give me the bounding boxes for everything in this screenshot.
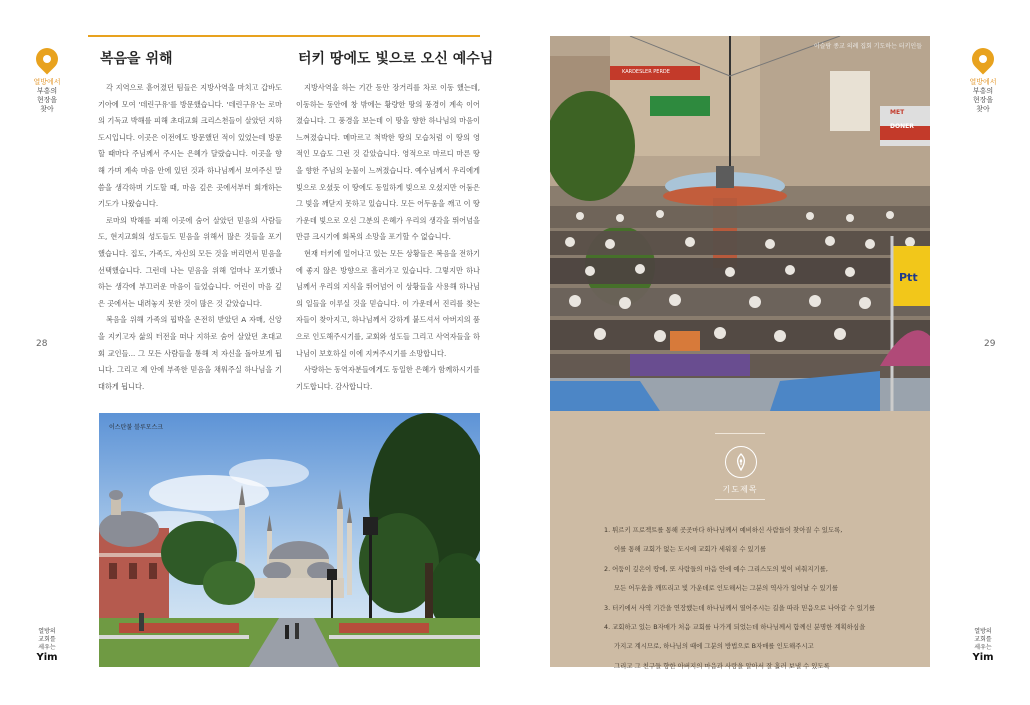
- shop-sign: MET: [890, 109, 905, 116]
- shop-sign: DONER: [890, 123, 914, 130]
- pen-nib-icon: [725, 446, 757, 478]
- side-tab-label: 열방에서 부흥의 현장을 찾아: [969, 78, 997, 113]
- prayer-item: 1. 튀르키 프로젝트를 통해 곳곳마다 하나님께서 예비하신 사람들이 찾아질 수 있도록,: [604, 526, 843, 534]
- page-number-right: 29: [984, 339, 996, 349]
- prayer-list: [604, 521, 924, 676]
- mosque-photo-caption: 이스탄불 블루모스크: [109, 424, 164, 431]
- paragraph: 각 지역으로 흩어졌던 팀들은 지방사역을 마치고 갑바도기아에 모여 '데린구유'를 방문했습니다. '데린구유'는 로마의 기독교 박해를 피해 초대교회 크리스천들이 살았던 지하도시입니다. 이곳은 이전에도 방문했던 적이 있었는데 방문할 때마다 주님께서 주시는 은혜가 달랐습니다. 이곳을 향해 가며 계속 마음 안에 있던 것과 하나님께서 보여주신 말씀을 생각하며 기도할 때, 마음 깊은 곳에서부터 회개하는 기도가 나왔습니다.: [98, 83, 282, 209]
- yim-logo: Yim: [36, 652, 58, 663]
- yim-logo: Yim: [972, 652, 994, 663]
- column2-body: [296, 80, 480, 390]
- paragraph: 현재 터키에 일어나고 있는 모든 상황들은 복음을 전하기에 좋지 않은 방향으로 흘러가고 있습니다. 그렇지만 하나님께서 우리의 지식을 뛰어넘어 이 상황들을 사용해 하나님의 일들을 이루실 것을 믿습니다. 이 가운데서 진리를 찾는 자들이 찾아지고, 하나님께서 강하게 붙드셔서 아버지의 품으로 인도해주시기를, 교회와 성도들 그리고 사역자들을 하나님이 보호하실 이에 지켜주시기를 소망합니다.: [296, 248, 480, 358]
- location-pin-icon: [967, 43, 998, 74]
- prayer-item: 그리고 그 친구들 향한 아버지의 마음과 사랑을 알아서 잘 흘러 보낼 수 있도록: [614, 661, 830, 670]
- blue-mosque-photo: [99, 413, 480, 667]
- paragraph: 로마의 박해를 피해 이곳에 숨어 살았던 믿음의 사람들도, 현지교회의 성도들도 믿음을 위해서 많은 것들을 포기했습니다. 집도, 가족도, 자신의 모든 것을 버리면서 믿음을 선택했습니다. 그런데 나는 믿음을 위해 얼마나 포기했나 하는 생각에 부끄러운 마음이 들었습니다. 어린이 마음 깊은 곳에서는 내려놓지 못한 것이 많은 것 같았습니다.: [98, 215, 282, 308]
- paragraph: 지방사역을 하는 기간 동안 장거리를 차로 이동 했는데, 이동하는 동안에 창 밖에는 황량한 땅의 풍경이 계속 이어졌습니다. 그 풍경을 보는데 이 땅을 향한 하나님의 마음이 느껴졌습니다. 메마르고 척박한 땅의 모습처럼 이 땅의 영적인 모습도 그런 것 같았습니다. 영적으로 마르디 마른 땅을 향한 주님의 눈물이 느껴졌습니다. 예수님께서 우리에게 빛으로 오셨듯 이 땅에도 동일하게 빛으로 오셨지만 어둠은 그 빛을 깨닫지 못하고 있습니다. 모든 어두움을 깨고 이 땅 가운데 빛으로 오신 그분의 은혜가 우리의 생각을 뛰어넘을 만큼 크시기에 회복의 소망을 포기할 수 없습니다.: [296, 83, 480, 242]
- prayer-item: 가지고 계시므로, 하나님의 때에 그분의 방법으로 B자매를 인도해주시고: [614, 642, 814, 651]
- divider: [715, 433, 765, 434]
- right-side-tab: [966, 48, 1000, 114]
- prayer-box: [550, 411, 930, 670]
- side-tab-label: 열방에서 부흥의 현장을 찾아: [33, 78, 61, 113]
- paragraph: 복음을 위해 가족의 핍박을 온전히 받았던 A 자매, 신앙을 지키고자 삶의 터전을 떠나 지하로 숨어 살았던 초대교회 교인들... 그 모든 사람들을 통해 저 자신을 돌아보게 됩니다. 그리고 제 안에 부족한 믿음을 채워주실 하나님을 기대하게 됩니다.: [98, 315, 282, 390]
- left-yim-logo-block: 열방의 교회를 세우는 Yim: [30, 628, 64, 663]
- paragraph: 사랑하는 동역자분들에게도 동일한 은혜가 함께하시기를 기도합니다. 감사합니다.: [296, 365, 480, 390]
- shop-sign: KARDESLER PERDE: [622, 69, 670, 75]
- plaza-prayer-photo: [550, 36, 930, 411]
- column2-title: 터키 땅에도 빛으로 오신 예수님: [298, 51, 494, 67]
- column1-body: [98, 80, 282, 390]
- prayer-item: 2. 어둠이 깊은이 땅에, 또 사람들의 마음 안에 예수 그리스도의 빛이 비춰지기를,: [604, 564, 828, 573]
- prayer-item: 모든 어두움을 깨뜨리고 빛 가운데로 인도해서는 그분의 역사가 일어날 수 있기를: [614, 584, 839, 593]
- column1-title: 복음을 위해: [100, 51, 173, 67]
- prayer-item: 4. 교회하고 있는 B자매가 처음 교회를 나가게 되었는데 하나님께서 함께신 분명한 계획하심을: [604, 623, 866, 632]
- page-number-left: 28: [36, 339, 48, 349]
- right-yim-logo-block: 열방의 교회를 세우는 Yim: [966, 628, 1000, 663]
- prayer-title: 기도제목: [722, 485, 758, 494]
- prayer-item: 3. 터키에서 사역 기간을 연장했는데 하나님께서 열어주시는 길을 따라 믿음으로 나아갈 수 있기를: [604, 603, 876, 612]
- location-pin-icon: [31, 43, 62, 74]
- divider: [715, 499, 765, 500]
- prayer-item: 이를 통해 교회가 없는 도시에 교회가 세워질 수 있기를: [614, 545, 767, 554]
- left-side-tab: [30, 48, 64, 114]
- top-rule: [88, 35, 480, 37]
- ptt-sign: Ptt: [899, 271, 918, 284]
- plaza-photo-caption: 이슬람 종교 의례 집회 기도하는 터키인들: [813, 43, 922, 50]
